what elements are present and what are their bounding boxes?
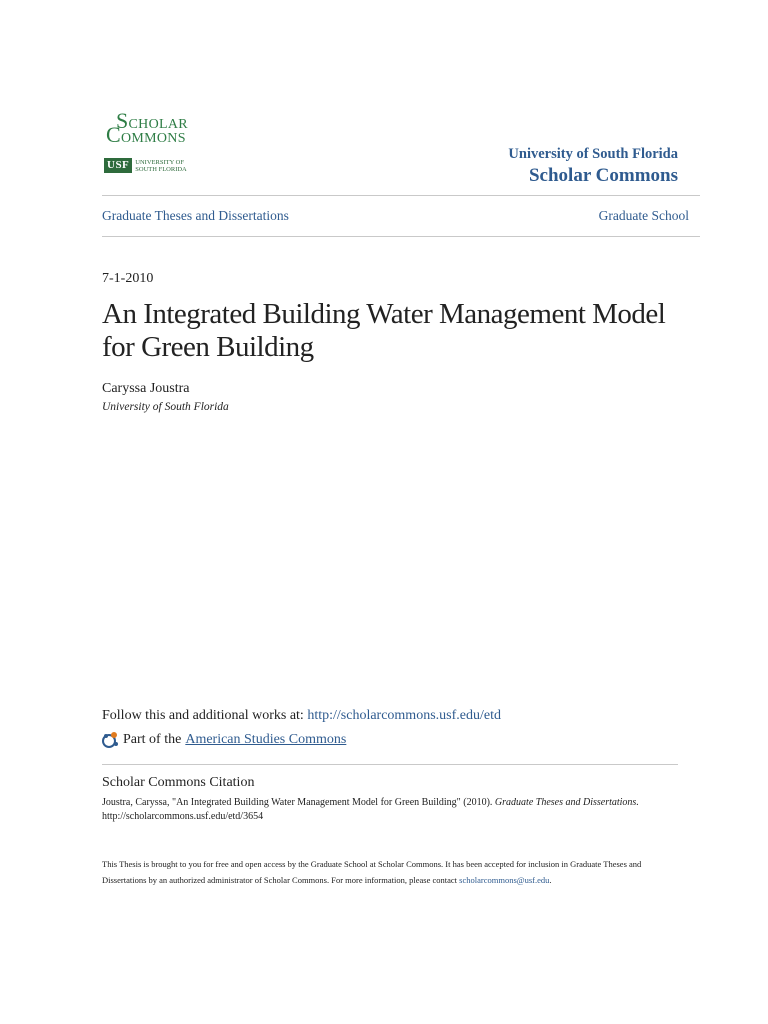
follow-prefix: Follow this and additional works at: [102, 708, 308, 723]
discipline-link[interactable]: American Studies Commons [185, 732, 347, 747]
nav-divider [102, 236, 700, 237]
logo-line-scholar: SCHOLAR [116, 108, 188, 133]
part-of-line [102, 731, 346, 749]
usf-logo [104, 158, 187, 173]
repository-name[interactable]: Scholar Commons [528, 165, 678, 186]
logo-line-commons: COMMONS [106, 122, 186, 147]
header-divider [102, 195, 700, 196]
follow-line [102, 708, 501, 724]
citation-plain: Joustra, Caryssa, "An Integrated Building Water Management Model for Green Building" (2010). [102, 797, 495, 808]
university-name[interactable]: University of South Florida [508, 146, 678, 162]
citation-series: Graduate Theses and Dissertations. [494, 797, 639, 808]
collection-link[interactable]: Graduate Theses and Dissertations [102, 208, 289, 223]
repository-header [508, 146, 678, 187]
usf-mark: USF [104, 158, 132, 173]
school-link[interactable]: Graduate School [598, 208, 689, 223]
citation-heading: Scholar Commons Citation [102, 775, 255, 790]
part-of-prefix: Part of the [123, 732, 182, 747]
citation-divider [102, 764, 678, 765]
document-title: An Integrated Building Water Management Model for Green Building [102, 298, 666, 363]
notice-end: . [549, 875, 552, 885]
follow-url-link[interactable]: http://scholarcommons.usf.edu/etd [307, 708, 501, 723]
scholar-commons-logo[interactable] [104, 108, 214, 178]
citation-text [102, 796, 662, 824]
access-notice [102, 856, 662, 888]
publication-date: 7-1-2010 [102, 271, 154, 286]
contact-email-link[interactable]: scholarcommons@usf.edu [459, 875, 550, 885]
network-icon [102, 731, 120, 749]
usf-wordmark: UNIVERSITY OF SOUTH FLORIDA [135, 158, 187, 173]
notice-text: This Thesis is brought to you for free and open access by the Graduate School at Scholar Commons. It has been accepted for inclusion in Graduate Theses and Dissertations by an authorized administrator of Scholar Commons. For more information, please contact [102, 859, 642, 885]
citation-url[interactable]: http://scholarcommons.usf.edu/etd/3654 [102, 811, 264, 822]
author-affiliation: University of South Florida [102, 401, 229, 413]
author-name: Caryssa Joustra [102, 381, 190, 396]
